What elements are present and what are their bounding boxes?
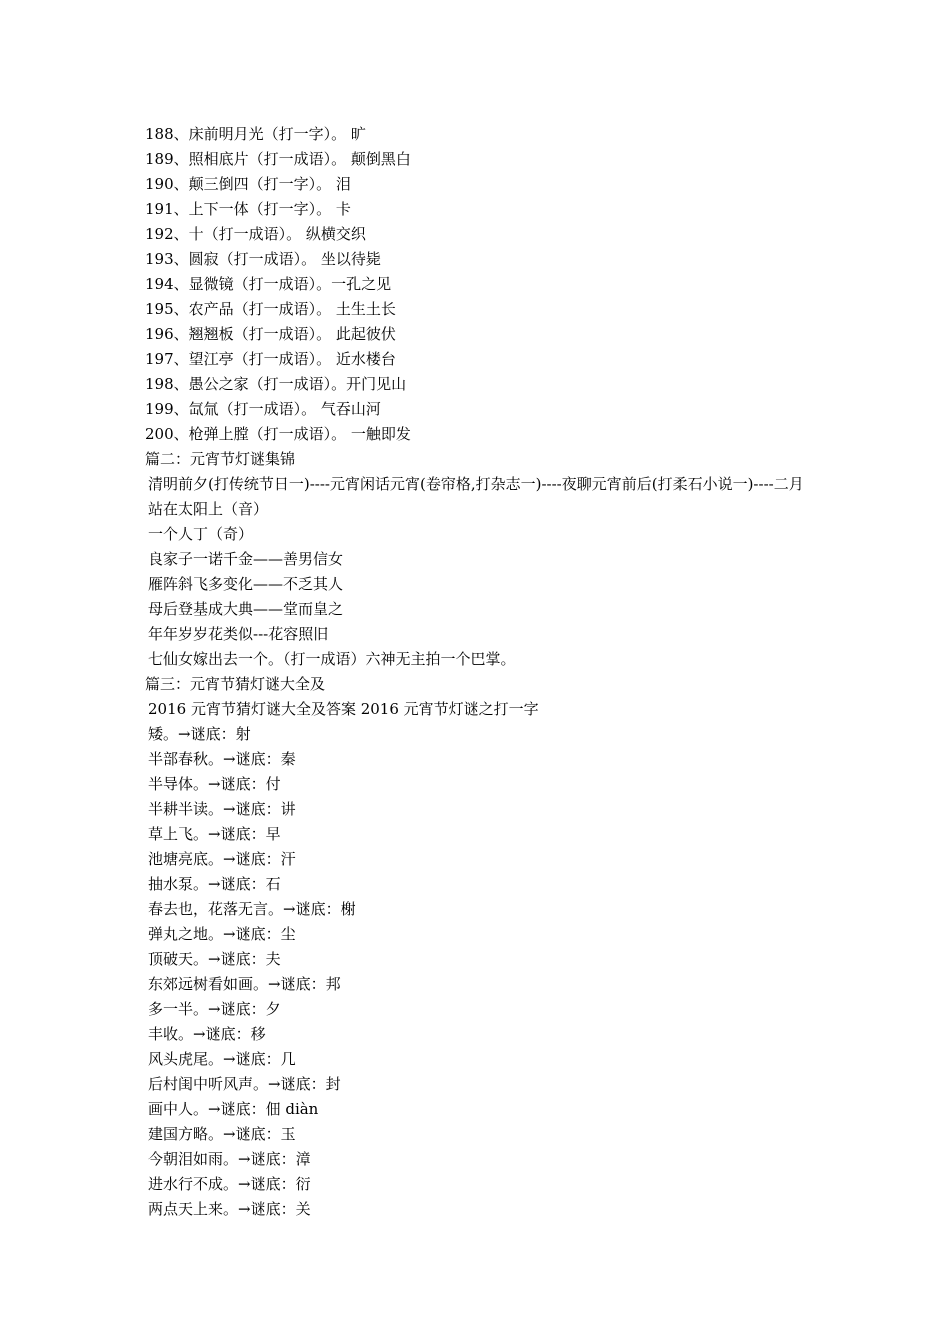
riddle-line-191: 191、上下一体（打一字）。 卡 [145, 200, 351, 218]
riddle-line-196: 196、翘翘板（打一成语）。 此起彼伏 [145, 325, 396, 343]
riddle-line-200: 200、枪弹上膛（打一成语）。 一触即发 [145, 425, 411, 443]
paragraph-line: 良家子一诺千金——善男信女 [148, 550, 344, 568]
riddle-answer-line: 多一半。→谜底：夕 [148, 1000, 281, 1018]
riddle-answer-line: 矮。→谜底：射 [148, 725, 251, 743]
riddle-line-188: 188、床前明月光（打一字）。 旷 [145, 125, 366, 143]
riddle-line-199: 199、氙氚（打一成语）。 气吞山河 [145, 400, 381, 418]
riddle-line-193: 193、圆寂（打一成语）。 坐以待毙 [145, 250, 381, 268]
riddle-answer-line: 东郊远树看如画。→谜底：邦 [148, 975, 341, 993]
riddle-answer-line: 池塘亮底。→谜底：汗 [148, 850, 296, 868]
paragraph-line: 清明前夕(打传统节日一)----元宵闲话元宵(卷帘格,打杂志一)----夜聊元宵前后(打柔石小说一)----二月站在太阳上（音） [148, 475, 804, 518]
riddle-answer-line: 今朝泪如雨。→谜底：漳 [148, 1150, 311, 1168]
riddle-answer-line: 两点天上来。→谜底：关 [148, 1200, 311, 1218]
riddle-answer-line: 建国方略。→谜底：玉 [148, 1125, 296, 1143]
riddle-line-197: 197、望江亭（打一成语）。 近水楼台 [145, 350, 396, 368]
section-heading-2: 篇二：元宵节灯谜集锦 [145, 450, 296, 468]
riddle-line-194: 194、显微镜（打一成语）。一孔之见 [145, 275, 392, 293]
riddle-answer-line: 半耕半读。→谜底：讲 [148, 800, 296, 818]
paragraph-line: 年年岁岁花类似---花容照旧 [148, 625, 329, 643]
section-heading-3: 篇三：元宵节猜灯谜大全及 [145, 675, 326, 693]
paragraph-line: 一个人丁（奇） [148, 525, 254, 543]
riddle-line-198: 198、愚公之家（打一成语）。开门见山 [145, 375, 407, 393]
riddle-answer-line: 草上飞。→谜底：早 [148, 825, 281, 843]
riddle-answer-line: 风头虎尾。→谜底：几 [148, 1050, 296, 1068]
document-body [145, 122, 815, 1222]
paragraph-line: 母后登基成大典——堂而皇之 [148, 600, 344, 618]
riddle-answer-line: 春去也，花落无言。→谜底：榭 [148, 900, 356, 918]
riddle-answer-line: 进水行不成。→谜底：衍 [148, 1175, 311, 1193]
riddle-line-195: 195、农产品（打一成语）。 土生土长 [145, 300, 396, 318]
paragraph-line: 雁阵斜飞多变化——不乏其人 [148, 575, 344, 593]
riddle-answer-line: 画中人。→谜底：佃 diàn [148, 1100, 319, 1118]
riddle-answer-line: 丰收。→谜底：移 [148, 1025, 266, 1043]
riddle-answer-line: 抽水泵。→谜底：石 [148, 875, 281, 893]
riddle-answer-line: 顶破天。→谜底：夫 [148, 950, 281, 968]
riddle-answer-line: 弹丸之地。→谜底：尘 [148, 925, 296, 943]
riddle-answer-line: 半导体。→谜底：付 [148, 775, 281, 793]
paragraph-line: 七仙女嫁出去一个。（打一成语）六神无主拍一个巴掌。 [148, 650, 516, 668]
paragraph-line: 2016 元宵节猜灯谜大全及答案 2016 元宵节灯谜之打一字 [148, 700, 539, 718]
riddle-answer-line: 半部春秋。→谜底：秦 [148, 750, 296, 768]
riddle-answer-line: 后村闺中听风声。→谜底：封 [148, 1075, 341, 1093]
riddle-line-189: 189、照相底片（打一成语）。 颠倒黑白 [145, 150, 411, 168]
riddle-line-192: 192、十（打一成语）。 纵横交织 [145, 225, 366, 243]
riddle-line-190: 190、颠三倒四（打一字）。 泪 [145, 175, 351, 193]
